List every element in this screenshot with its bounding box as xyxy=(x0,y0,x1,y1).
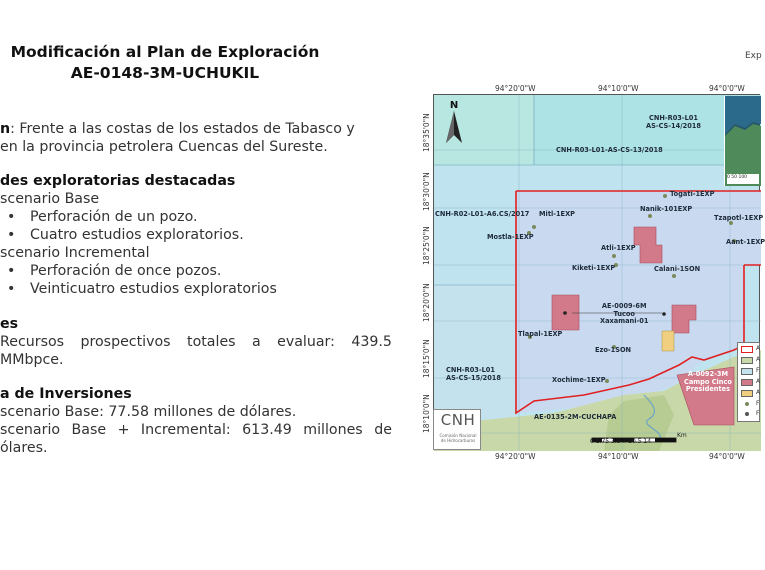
block-label: CNH-R03-L01-AS-CS-13/2018 xyxy=(556,146,663,154)
bottom-tick: 94°0'0"W xyxy=(709,452,745,461)
ubicacion-text-1: : Frente a las costas de los estados de Tabasco y xyxy=(10,121,355,137)
top-tick: 94°0'0"W xyxy=(709,84,745,93)
well-label: Xochime-1EXP xyxy=(552,376,606,384)
block-label: CNH-R03-L01 AS-CS-14/2018 xyxy=(646,114,701,130)
metas-line-2: MMbpce. xyxy=(0,352,64,368)
well-label: Togati-1EXP xyxy=(670,190,715,198)
north-arrow-icon xyxy=(446,111,462,143)
scale-text: 0 1.75 3.5 7 10.5 14 xyxy=(590,438,652,445)
legend-text: A xyxy=(756,378,761,385)
orange-block xyxy=(662,331,674,351)
legend-text: A xyxy=(756,356,761,363)
scale-bar xyxy=(590,429,686,449)
metas-word: prospectivos xyxy=(80,334,171,350)
inversiones-line-2 xyxy=(0,421,392,439)
map-legend xyxy=(737,342,760,422)
left-tick: 18°10'0"N xyxy=(422,394,431,433)
legend-swatch xyxy=(741,390,753,397)
ubicacion-line-1 xyxy=(0,120,355,138)
well-label: Aant-1EXP xyxy=(726,238,765,246)
metas-word: 439.5 xyxy=(351,334,392,350)
legend-well-dot xyxy=(745,412,749,416)
well-label: Ezo-1SON xyxy=(595,346,632,354)
title-line-1: Modificación al Plan de Exploración xyxy=(10,43,320,61)
legend-text: A xyxy=(756,345,761,352)
legend-swatch xyxy=(741,357,753,364)
inv-word: de xyxy=(374,422,392,438)
legend-text: F xyxy=(756,367,760,374)
scale-unit: Km xyxy=(677,432,687,439)
bottom-tick: 94°10'0"W xyxy=(598,452,639,461)
left-tick: 18°20'0"N xyxy=(422,283,431,322)
title-line-2: AE-0148-3M-UCHUKIL xyxy=(70,64,260,82)
inversiones-line-3: ólares. xyxy=(0,440,48,456)
metas-line-1 xyxy=(0,333,392,351)
bottom-tick: 94°20'0"W xyxy=(495,452,536,461)
bullet-dot: • xyxy=(7,281,16,297)
incremental-label: scenario Incremental xyxy=(0,245,150,261)
well-label: Kiketi-1EXP xyxy=(572,264,616,272)
ubicacion-line-2: en la provincia petrolera Cuencas del Sureste. xyxy=(0,139,328,155)
page-title xyxy=(0,42,330,84)
legend-text: F xyxy=(756,410,760,417)
legend-well-dot xyxy=(745,402,749,406)
cnh-subtitle: Comisión Nacional de Hidrocarburos xyxy=(439,433,477,443)
top-tick: 94°10'0"W xyxy=(598,84,639,93)
left-tick: 18°30'0"N xyxy=(422,172,431,211)
actividades-heading: des exploratorias destacadas xyxy=(0,173,236,189)
block-label: A-0092-3M Campo Cinco Presidentes xyxy=(684,370,732,393)
exploration-map xyxy=(433,94,765,450)
base-label: scenario Base xyxy=(0,191,100,207)
block-label: CNH-R03-L01 AS-CS-15/2018 xyxy=(446,366,501,382)
inset-scale: 0 50 100 xyxy=(727,175,748,180)
bullet-dot: • xyxy=(7,209,16,225)
well-label: Tzapotl-1EXP xyxy=(714,214,764,222)
inv-word: 613.49 xyxy=(242,422,292,438)
well-label: Mostla-1EXP xyxy=(487,233,534,241)
metas-word: Recursos xyxy=(0,334,65,350)
well-label: Nanik-101EXP xyxy=(640,205,693,213)
cnh-logo xyxy=(433,409,481,450)
legend-swatch xyxy=(741,379,753,386)
left-tick: 18°15'0"N xyxy=(422,339,431,378)
top-tick: 94°20'0"W xyxy=(495,84,536,93)
north-arrow xyxy=(446,100,462,147)
metas-word: totales xyxy=(187,334,236,350)
incremental-item-1: Perforación de once pozos. xyxy=(30,263,222,279)
inv-word: scenario xyxy=(0,422,61,438)
base-item-1: Perforación de un pozo. xyxy=(30,209,198,225)
well-label: Mitl-1EXP xyxy=(539,210,575,218)
inv-word: millones xyxy=(303,422,363,438)
legend-swatch xyxy=(741,346,753,353)
metas-word: evaluar: xyxy=(277,334,335,350)
inv-word: Base xyxy=(71,422,107,438)
ubicacion-label: n xyxy=(0,121,11,137)
legend-swatch xyxy=(741,368,753,375)
legend-text: A xyxy=(756,389,761,396)
inversiones-heading: a de Inversiones xyxy=(0,386,132,402)
well-label: AE-0009-6M Tucoo Xaxamani-01 xyxy=(600,302,649,325)
well-label: Tlapal-1EXP xyxy=(518,330,563,338)
cnh-wordmark: CNH xyxy=(440,411,476,429)
well-label: Atli-1EXP xyxy=(601,244,636,252)
legend-text: F xyxy=(756,400,760,407)
bullet-dot: • xyxy=(7,263,16,279)
inv-word: Incremental: xyxy=(140,422,231,438)
corner-label: Exp xyxy=(745,51,762,61)
block-label: AE-0135-2M-CUCHAPA xyxy=(534,413,617,421)
left-tick: 18°25'0"N xyxy=(422,226,431,265)
inset-graphics xyxy=(725,96,761,186)
north-label: N xyxy=(449,100,459,111)
bullet-dot: • xyxy=(7,227,16,243)
left-tick: 18°35'0"N xyxy=(422,113,431,152)
inv-word: + xyxy=(117,422,130,438)
metas-word: a xyxy=(251,334,261,350)
block-label: CNH-R02-L01-A6.CS/2017 xyxy=(435,210,530,218)
well-label: Calani-1SON xyxy=(654,265,701,273)
incremental-item-2: Veinticuatro estudios exploratorios xyxy=(30,281,277,297)
metas-heading: es xyxy=(0,316,19,332)
inversiones-line-1: scenario Base: 77.58 millones de dólares. xyxy=(0,404,297,420)
base-item-2: Cuatro estudios exploratorios. xyxy=(30,227,244,243)
inset-map xyxy=(724,96,760,186)
